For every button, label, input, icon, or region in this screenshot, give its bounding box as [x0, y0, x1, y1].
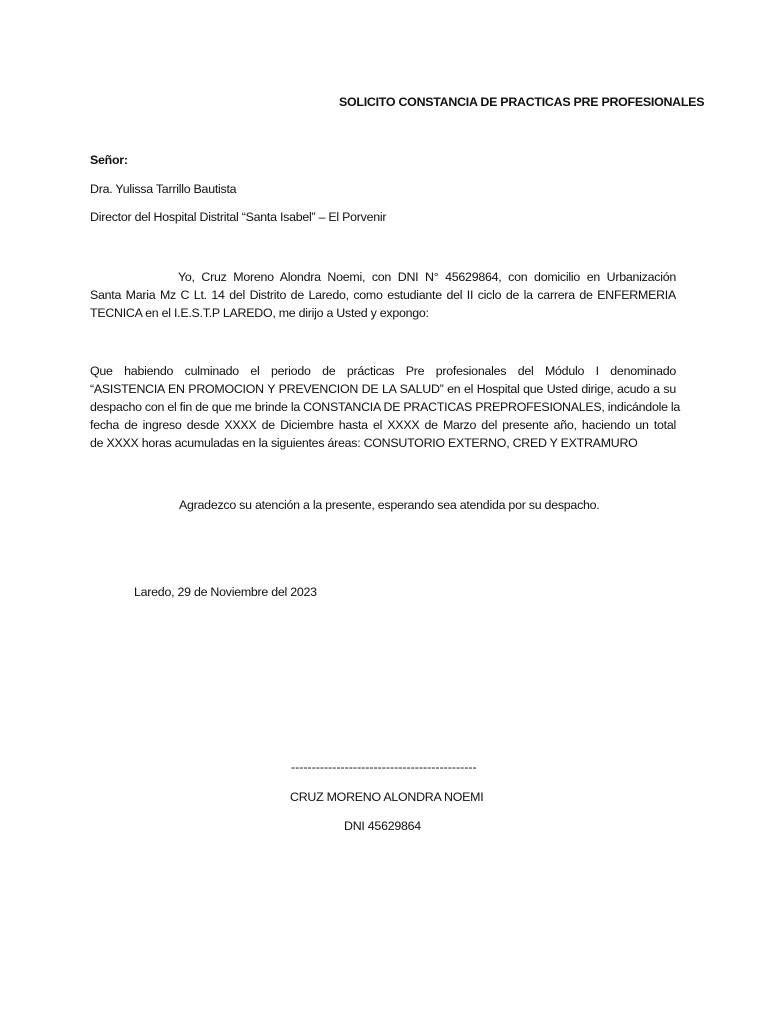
request-line: Que habiendo culminado el periodo de prácticas Pre profesionales del Módulo I denominado [90, 364, 676, 378]
letter-subject: SOLICITO CONSTANCIA DE PRACTICAS PRE PROFESIONALES [339, 95, 705, 109]
request-paragraph [90, 362, 681, 452]
recipient-title: Director del Hospital Distrital “Santa Isabel” – El Porvenir [90, 210, 387, 224]
greeting: Señor: [90, 153, 128, 167]
request-line: fecha de ingreso desde XXXX de Diciembre hasta el XXXX de Marzo del presente año, haciendo un total [90, 418, 676, 432]
intro-line: Yo, Cruz Moreno Alondra Noemi, con DNI N° 45629864, con domicilio en Urbanización [178, 270, 676, 284]
recipient-name: Dra. Yulissa Tarrillo Bautista [90, 182, 237, 196]
intro-line: TECNICA en el I.E.S.T.P LAREDO, me dirijo a Usted y expongo: [90, 306, 429, 320]
place-and-date: Laredo, 29 de Noviembre del 2023 [134, 585, 317, 599]
request-line: de XXXX horas acumuladas en la siguientes áreas: CONSUTORIO EXTERNO, CRED Y EXTRAMURO [90, 436, 638, 450]
closing-thanks: Agradezco su atención a la presente, esperando sea atendida por su despacho. [179, 498, 600, 512]
intro-paragraph [90, 268, 676, 322]
request-line: “ASISTENCIA EN PROMOCION Y PREVENCION DE LA SALUD” en el Hospital que Usted dirige, acudo a su [90, 382, 676, 396]
signer-name: CRUZ MORENO ALONDRA NOEMI [290, 790, 484, 804]
request-line: despacho con el fin de que me brinde la CONSTANCIA DE PRACTICAS PREPROFESIONALES, indicándole la [90, 400, 681, 414]
signature-line: --------------------------------------------- [291, 760, 477, 774]
intro-line: Santa Maria Mz C Lt. 14 del Distrito de Laredo, como estudiante del II ciclo de la carrera de ENFERMERIA [90, 288, 676, 302]
signer-dni: DNI 45629864 [344, 819, 421, 833]
